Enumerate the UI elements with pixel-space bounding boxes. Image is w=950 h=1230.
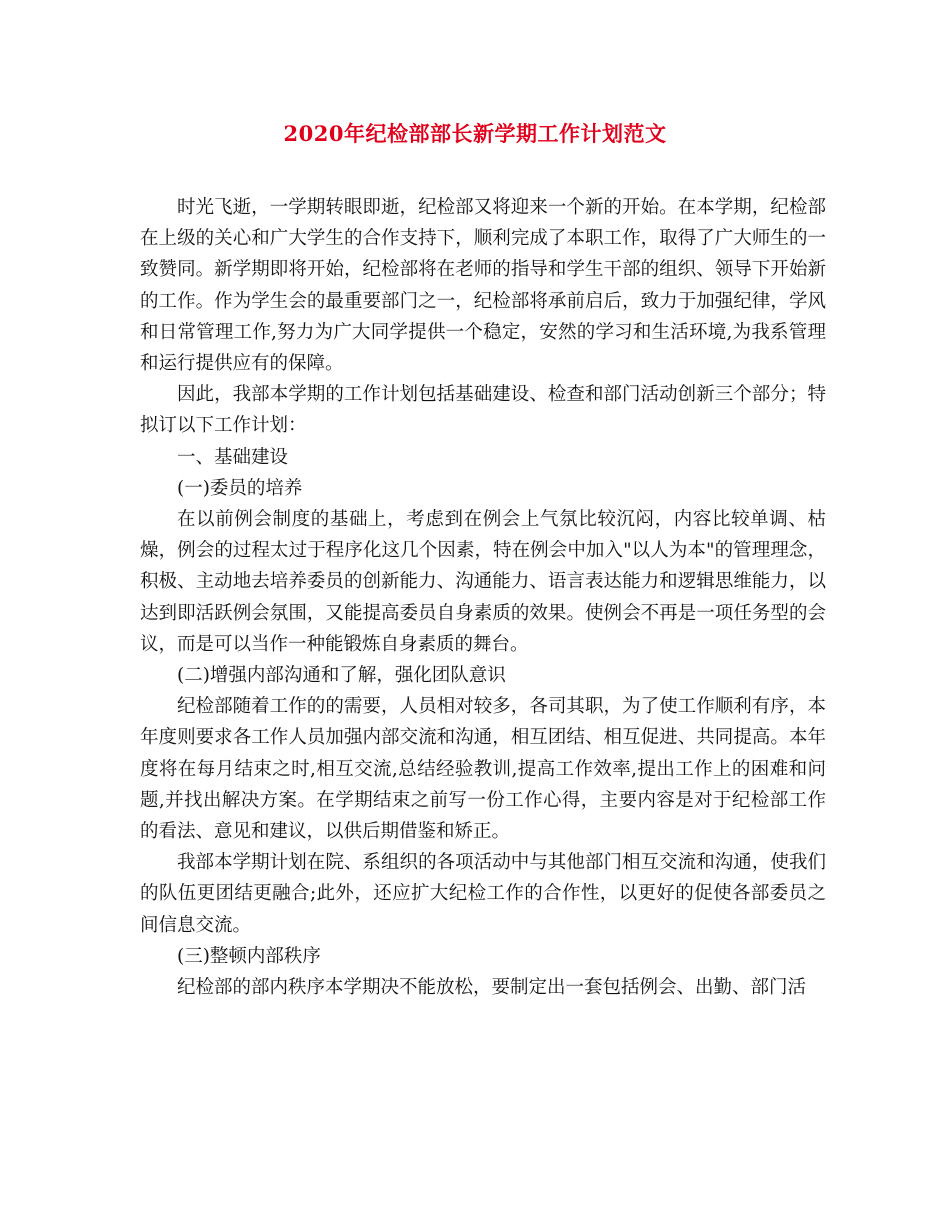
subsection-heading-member-training: (一)委员的培养	[177, 477, 303, 499]
document-body	[140, 192, 826, 1003]
paragraph-member-training: 在以前例会制度的基础上，考虑到在例会上气氛比较沉闷，内容比较单调、枯燥，例会的过程太过于程序化这几个因素，特在例会中加入"以人为本"的管理理念，积极、主动地去培养委员的创新能力、沟通能力、语言表达能力和逻辑思维能力，以达到即活跃例会氛围，又能提高委员自身素质的效果。使例会不再是一项任务型的会议，而是可以当作一种能锻炼自身素质的舞台。	[140, 509, 826, 655]
paragraph-internal-communication: 纪检部随着工作的的需要，人员相对较多，各司其职，为了使工作顺利有序，本年度则要求各工作人员加强内部交流和沟通，相互团结、相互促进、共同提高。本年度将在每月结束之时,相互交流,总结经验教训,提高工作效率,提出工作上的困难和问题,并找出解决方案。在学期结束之前写一份工作心得，主要内容是对于纪检部工作的看法、意见和建议，以供后期借鉴和矫正。	[140, 696, 826, 843]
paragraph-internal-order: 纪检部的部内秩序本学期决不能放松，要制定出一套包括例会、出勤、部门活	[177, 977, 807, 999]
paragraph-plan-overview: 因此，我部本学期的工作计划包括基础建设、检查和部门活动创新三个部分；特拟订以下工作计划：	[140, 384, 826, 437]
subsection-heading-internal-communication: (二)增强内部沟通和了解，强化团队意识	[177, 665, 506, 687]
subsection-heading-internal-order: (三)整顿内部秩序	[177, 945, 321, 967]
section-heading-basic-construction: 一、基础建设	[177, 446, 289, 468]
document-title: 2020年纪检部部长新学期工作计划范文	[283, 121, 667, 146]
paragraph-cross-department-exchange: 我部本学期计划在院、系组织的各项活动中与其他部门相互交流和沟通，使我们的队伍更团结更融合;此外，还应扩大纪检工作的合作性，以更好的促使各部委员之间信息交流。	[140, 852, 826, 936]
paragraph-intro: 时光飞逝，一学期转眼即逝，纪检部又将迎来一个新的开始。在本学期，纪检部在上级的关心和广大学生的合作支持下，顺利完成了本职工作，取得了广大师生的一致赞同。新学期即将开始，纪检部将在老师的指导和学生干部的组织、领导下开始新的工作。作为学生会的最重要部门之一，纪检部将承前启后，致力于加强纪律，学风和日常管理工作,努力为广大同学提供一个稳定，安然的学习和生活环境,为我系管理和运行提供应有的保障。	[140, 197, 826, 375]
